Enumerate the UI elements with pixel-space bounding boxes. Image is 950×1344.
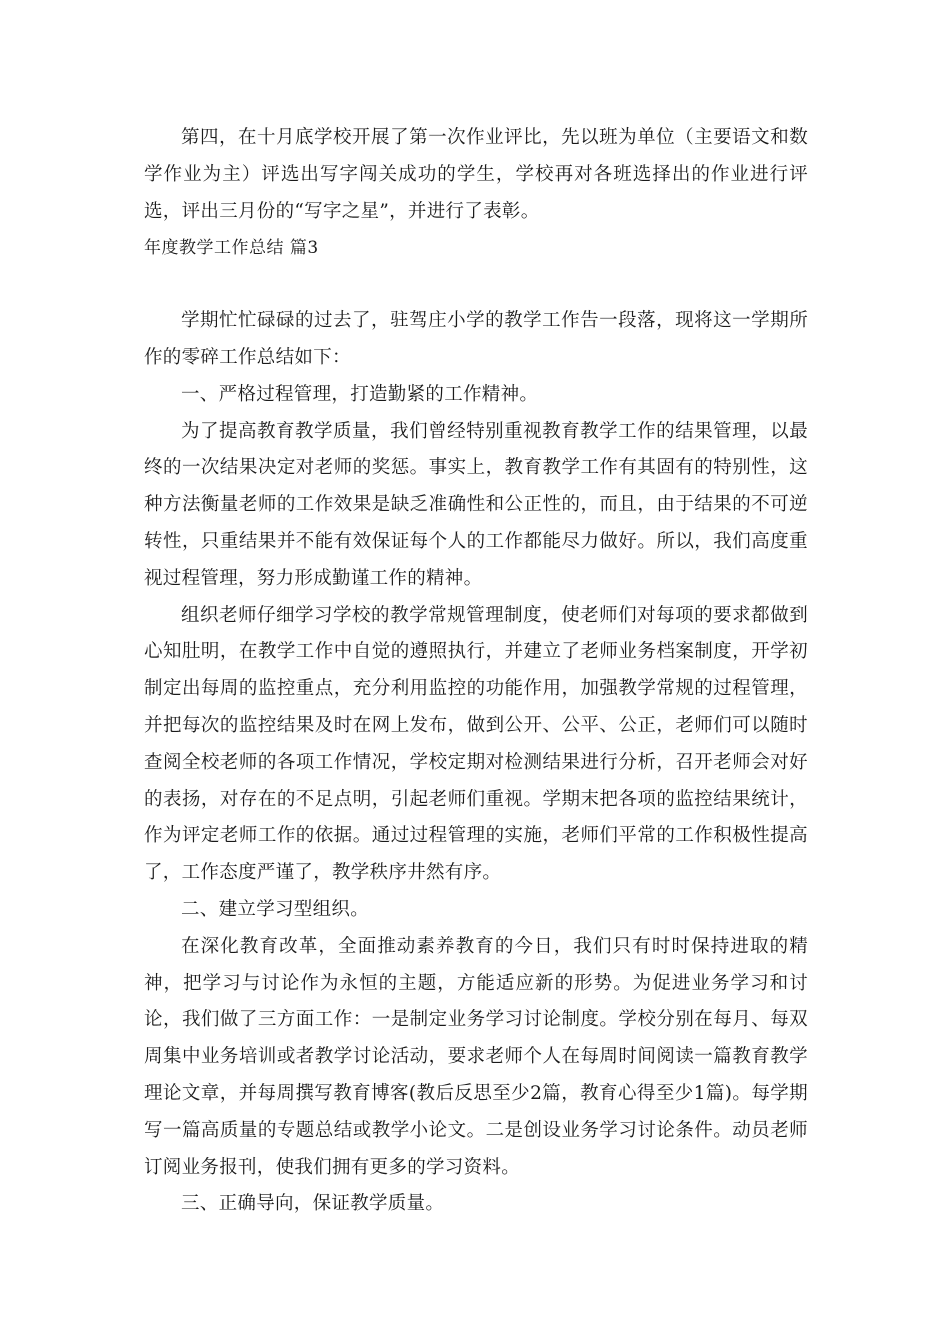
- subheading-learning-organization: 二、建立学习型组织。: [181, 898, 370, 920]
- paragraph-routine-management: 组织老师仔细学习学校的教学常规管理制度，使老师们对每项的要求都做到心知肚明，在教学工作中自觉的遵照执行，并建立了老师业务档案制度，开学初制定出每周的监控重点，充分利用监控的功能作用，加强教学常规的过程管理，并把每次的监控结果及时在网上发布，做到公开、公平、公正，老师们可以随时查阅全校老师的各项工作情况，学校定期对检测结果进行分析，召开老师会对好的表扬，对存在的不足点明，引起老师们重视。学期末把各项的监控结果统计，作为评定老师工作的依据。通过过程管理的实施，老师们平常的工作积极性提高了，工作态度严谨了，教学秩序井然有序。: [144, 604, 808, 884]
- subheading-teaching-quality: 三、正确导向，保证教学质量。: [181, 1193, 445, 1215]
- paragraph-intro: 学期忙忙碌碌的过去了，驻驾庄小学的教学工作告一段落，现将这一学期所作的零碎工作总结如下：: [144, 310, 808, 368]
- paragraph-writing-contest: 第四，在十月底学校开展了第一次作业评比，先以班为单位（主要语文和数学作业为主）评选出写字闯关成功的学生，学校再对各班选择出的作业进行评选，评出三月份的“写字之星”，并进行了表彰。: [144, 127, 808, 222]
- document-page: [144, 120, 808, 1223]
- paragraph-study-research: 在深化教育改革，全面推动素养教育的今日，我们只有时时保持进取的精神，把学习与讨论作为永恒的主题，方能适应新的形势。为促进业务学习和讨论，我们做了三方面工作：一是制定业务学习讨论制度。学校分别在每月、每双周集中业务培训或者教学讨论活动，要求老师个人在每周时间阅读一篇教育教学理论文章，并每周撰写教育博客(教后反思至少2篇，教育心得至少1篇)。每学期写一篇高质量的专题总结或教学小论文。二是创设业务学习讨论条件。动员老师订阅业务报刊，使我们拥有更多的学习资料。: [144, 935, 808, 1178]
- blank-line: [144, 267, 808, 303]
- section-heading: 年度教学工作总结 篇3: [144, 238, 319, 259]
- subheading-process-management: 一、严格过程管理，打造勤紧的工作精神。: [181, 383, 539, 405]
- paragraph-result-management: 为了提高教育教学质量，我们曾经特别重视教育教学工作的结果管理，以最终的一次结果决定对老师的奖惩。事实上，教育教学工作有其固有的特别性，这种方法衡量老师的工作效果是缺乏准确性和公正性的，而且，由于结果的不可逆转性，只重结果并不能有效保证每个人的工作都能尽力做好。所以，我们高度重视过程管理，努力形成勤谨工作的精神。: [144, 420, 808, 589]
